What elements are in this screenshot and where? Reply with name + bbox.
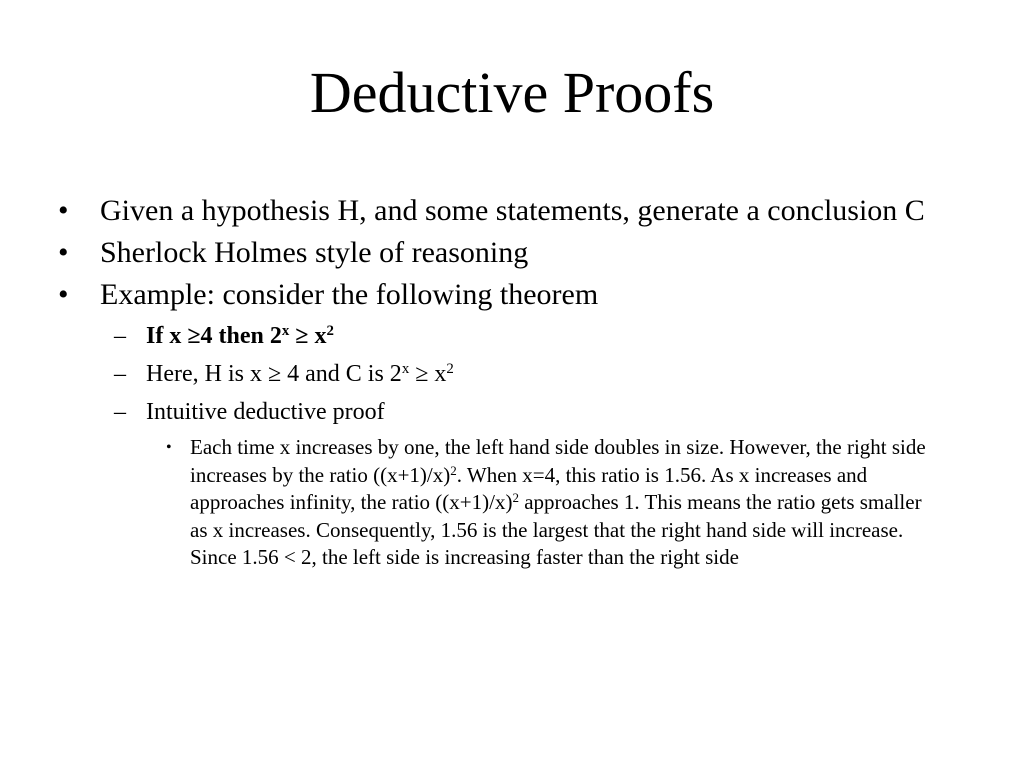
bullet-marker: • (58, 194, 69, 227)
dash-marker: – (114, 361, 126, 387)
bullet-marker: • (58, 278, 69, 311)
proof-text: Each time x increases by one, the left hand side doubles in size. However, the right side increases by the ratio $((x+1)/x)^2$. When x=4, this ratio is 1.56. As x increases and approaches infinity, the ratio $((x+1)/x)^2$ approaches 1. This means the ratio gets smaller as x increases. Consequently, 1.56 is the largest that the right hand side will increase. Since 1.56 < 2, the left side is increasing faster than the right side (190, 435, 926, 569)
sub-bullet-theorem (58, 320, 938, 352)
slide-title: Deductive Proofs (309, 60, 715, 125)
dash-marker: – (114, 399, 126, 425)
bullet-hypothesis (58, 192, 938, 230)
bullet-example (58, 276, 938, 314)
dash-marker: – (114, 323, 126, 349)
bullet-text: Sherlock Holmes style of reasoning (100, 236, 529, 269)
intuitive-text: Intuitive deductive proof (146, 399, 385, 425)
bullet-marker: • (58, 236, 69, 269)
bullet-marker: • (166, 439, 172, 456)
theorem-statement: If x ≥4 then $2^x \ge x^2$ (146, 322, 334, 349)
sub-bullet-intuitive (58, 396, 938, 428)
bullet-sherlock (58, 234, 938, 272)
sub-bullet-here (58, 358, 938, 390)
bullet-text: Example: consider the following theorem (100, 278, 599, 311)
slide-content (58, 192, 938, 572)
proof-paragraph (58, 434, 935, 572)
bullet-text: Given a hypothesis H, and some statements, generate a conclusion C (100, 194, 925, 227)
here-statement: Here, H is x ≥ 4 and C is $2^x \ge x^2$ (146, 360, 454, 387)
